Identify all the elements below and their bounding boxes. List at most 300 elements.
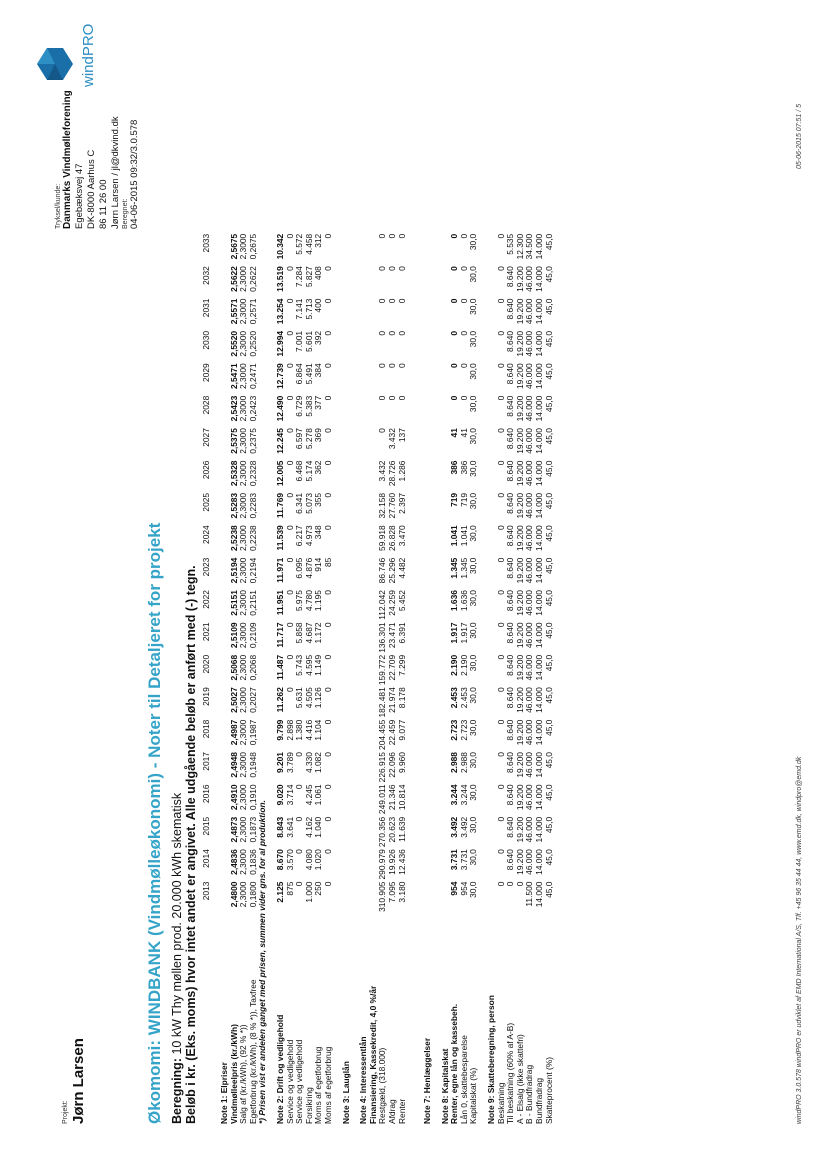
value-cell: 0 bbox=[377, 363, 388, 369]
value-cell: 6.217 bbox=[294, 525, 305, 547]
value-cell: 5.535 bbox=[505, 233, 516, 255]
value-cell: 7.095 bbox=[386, 881, 397, 903]
value-cell: 46.000 bbox=[524, 752, 535, 778]
value-cell: 392 bbox=[313, 330, 324, 345]
value-cell: 0,2068 bbox=[247, 654, 258, 681]
value-cell: 9.799 bbox=[274, 719, 285, 741]
value-cell: 4.162 bbox=[303, 816, 314, 838]
value-cell: 19.200 bbox=[514, 525, 525, 551]
value-cell: 14.000 bbox=[534, 330, 545, 357]
value-cell: 2,3000 bbox=[238, 622, 249, 649]
value-cell: 2.453 bbox=[458, 687, 469, 709]
value-cell: 0 bbox=[495, 590, 506, 595]
value-cell: 3.570 bbox=[284, 849, 295, 871]
amount-note: Beløb i kr. (Eks. moms) hvor intet andet er angivet. Alle udgående beløb er anført med (-) tegn. bbox=[184, 565, 198, 1124]
value-cell: 8.640 bbox=[505, 395, 516, 417]
value-cell: 0 bbox=[458, 233, 469, 239]
table-row bbox=[415, 234, 423, 1124]
value-cell: 0 bbox=[495, 428, 506, 433]
value-cell: 0 bbox=[505, 881, 516, 887]
value-cell: 14.000 bbox=[534, 525, 545, 551]
value-cell: 2,3000 bbox=[238, 752, 249, 778]
value-cell: 1.000 bbox=[303, 881, 314, 903]
value-cell: 0 bbox=[294, 849, 305, 854]
value-cell: 46.000 bbox=[524, 784, 535, 811]
value-cell: 2,5520 bbox=[228, 330, 239, 357]
value-cell: 2,3000 bbox=[238, 654, 249, 681]
client-line: Danmarks Vindmølleforening bbox=[62, 90, 73, 229]
client-line: Egebæksvej 47 bbox=[74, 163, 85, 229]
value-cell: 30,0 bbox=[468, 881, 479, 898]
value-cell: 137 bbox=[396, 428, 407, 443]
value-cell: 10.342 bbox=[274, 233, 285, 260]
value-cell: 0,2109 bbox=[247, 622, 258, 649]
row-label: Renter, egne lån og kassebeh. bbox=[449, 1003, 460, 1124]
row-label: Renter bbox=[396, 1098, 407, 1124]
value-cell: 4.416 bbox=[303, 719, 314, 741]
value-cell: 0 bbox=[284, 298, 295, 304]
value-cell: 19.200 bbox=[514, 298, 525, 325]
value-cell: 0 bbox=[322, 525, 333, 530]
row-label: Egetforbrug (kr./kWh), (8 % *)), Taxfree bbox=[247, 979, 258, 1124]
value-cell: 45,0 bbox=[543, 719, 554, 736]
value-cell: 19.200 bbox=[514, 492, 525, 519]
value-cell: 11.951 bbox=[274, 590, 285, 616]
value-cell: 7.284 bbox=[294, 266, 305, 288]
value-cell: 45,0 bbox=[543, 395, 554, 413]
value-cell: 0 bbox=[495, 784, 506, 790]
client-address bbox=[62, 90, 122, 229]
value-cell: 875 bbox=[284, 881, 295, 896]
value-cell: 2,5194 bbox=[228, 557, 239, 584]
year-header-cell: 2013 bbox=[201, 881, 211, 901]
value-cell: 45,0 bbox=[543, 492, 554, 510]
value-cell: 0 bbox=[322, 687, 333, 692]
value-cell: 0 bbox=[396, 395, 407, 401]
value-cell: 9.020 bbox=[274, 784, 285, 806]
value-cell: 22.459 bbox=[386, 719, 397, 746]
value-cell: 14.000 bbox=[534, 849, 545, 875]
value-cell: 0 bbox=[284, 492, 295, 498]
value-cell: 2,3000 bbox=[238, 428, 249, 454]
value-cell: 30,0 bbox=[468, 752, 479, 769]
value-cell: 0 bbox=[284, 395, 295, 401]
value-cell: 2,3000 bbox=[238, 492, 249, 519]
value-cell: 4.876 bbox=[303, 557, 314, 579]
value-cell: 8.640 bbox=[505, 525, 516, 547]
value-cell: 0 bbox=[386, 330, 397, 336]
value-cell: 27.760 bbox=[386, 492, 397, 519]
value-cell: 0,2520 bbox=[247, 330, 258, 357]
value-cell: 8.640 bbox=[505, 492, 516, 514]
client-label: Tryksel/kunde: bbox=[55, 183, 62, 229]
year-header-cell: 2017 bbox=[201, 752, 211, 771]
value-cell: 0,1800 bbox=[247, 881, 258, 908]
project-name: Jørn Larsen bbox=[70, 1038, 87, 1124]
year-header-cell: 2021 bbox=[201, 622, 211, 642]
value-cell: 0 bbox=[322, 428, 333, 433]
row-label: B - Bundfradrag bbox=[524, 1064, 535, 1124]
value-cell: 3.731 bbox=[458, 849, 469, 871]
row-label: Moms af egetforbrug bbox=[322, 1046, 333, 1124]
value-cell: 26.828 bbox=[386, 525, 397, 551]
value-cell: 6.468 bbox=[294, 460, 305, 482]
value-cell: 46.000 bbox=[524, 557, 535, 584]
value-cell: 22.096 bbox=[386, 752, 397, 778]
value-cell: 2,4836 bbox=[228, 849, 239, 875]
value-cell: 0 bbox=[377, 428, 388, 433]
value-cell: 0 bbox=[322, 881, 333, 887]
value-cell: 45,0 bbox=[543, 266, 554, 283]
value-cell: 0 bbox=[449, 363, 460, 369]
value-cell: 14.000 bbox=[534, 363, 545, 389]
value-cell: 2,5068 bbox=[228, 654, 239, 681]
row-label: Moms af egetforbrug bbox=[313, 1046, 324, 1124]
value-cell: 914 bbox=[313, 557, 324, 572]
value-cell: 14.000 bbox=[534, 881, 545, 908]
value-cell: 2.988 bbox=[458, 752, 469, 774]
row-label: Service og vedligehold bbox=[284, 1039, 295, 1124]
value-cell: 2,5471 bbox=[228, 363, 239, 389]
year-header-cell: 2025 bbox=[201, 492, 211, 512]
value-cell: 45,0 bbox=[543, 752, 554, 769]
value-cell: 86.746 bbox=[377, 557, 388, 584]
value-cell: 5.858 bbox=[294, 622, 305, 644]
value-cell: 0 bbox=[322, 654, 333, 660]
value-cell: 369 bbox=[313, 428, 324, 443]
value-cell: 8.640 bbox=[505, 330, 516, 352]
value-cell: 12.436 bbox=[396, 849, 407, 875]
value-cell: 4.458 bbox=[303, 233, 314, 255]
value-cell: 46.000 bbox=[524, 460, 535, 487]
year-header-cell: 2026 bbox=[201, 460, 211, 480]
value-cell: 45,0 bbox=[543, 460, 554, 477]
value-cell: 2.453 bbox=[449, 687, 460, 709]
value-cell: 9.201 bbox=[274, 752, 285, 774]
value-cell: 0 bbox=[386, 395, 397, 401]
value-cell: 1.061 bbox=[313, 784, 324, 806]
value-cell: 24.259 bbox=[386, 590, 397, 616]
row-label: Skatteprocent (%) bbox=[543, 1056, 554, 1124]
value-cell: 5.452 bbox=[396, 590, 407, 612]
value-cell: 8.640 bbox=[505, 363, 516, 385]
table-row bbox=[479, 234, 487, 1124]
value-cell: 2,3000 bbox=[238, 719, 249, 746]
table-row bbox=[398, 234, 408, 1124]
value-cell: 0 bbox=[322, 622, 333, 628]
value-cell: 45,0 bbox=[543, 622, 554, 639]
value-cell: 0 bbox=[495, 266, 506, 271]
value-cell: 1.345 bbox=[458, 557, 469, 579]
row-label: Forsikring bbox=[303, 1087, 314, 1124]
table-row bbox=[342, 234, 352, 1124]
calc-label: Beregnet: bbox=[122, 198, 129, 229]
value-cell: 0 bbox=[396, 363, 407, 369]
value-cell: 3.492 bbox=[458, 816, 469, 838]
value-cell: 19.200 bbox=[514, 363, 525, 389]
value-cell: 12.300 bbox=[514, 233, 525, 260]
value-cell: 0 bbox=[322, 460, 333, 466]
value-cell: 2,5328 bbox=[228, 460, 239, 487]
row-label: Note 7: Henlæggelser bbox=[422, 1037, 433, 1124]
value-cell: 46.000 bbox=[524, 654, 535, 681]
row-label: Vindmølleelpris (kr./kWh) bbox=[228, 1024, 239, 1124]
value-cell: 14.000 bbox=[534, 266, 545, 292]
value-cell: 4.245 bbox=[303, 784, 314, 806]
footer-left: windPRO 3.0.578 windPRO er udviklet af EMD International A/S, Tlf. +45 96 35 44 44, www.emd.dk, windpro@emd.dk bbox=[796, 756, 803, 1124]
value-cell: 0 bbox=[458, 298, 469, 304]
value-cell: 45,0 bbox=[543, 881, 554, 898]
value-cell: 32.158 bbox=[377, 492, 388, 519]
value-cell: 0 bbox=[386, 266, 397, 271]
value-cell: 5.491 bbox=[303, 363, 314, 385]
value-cell: 386 bbox=[458, 460, 469, 475]
value-cell: 8.640 bbox=[505, 654, 516, 676]
value-cell: 14.000 bbox=[534, 298, 545, 325]
value-cell: 3.714 bbox=[284, 784, 295, 806]
row-label: Note 4: Interessentlån bbox=[358, 1036, 369, 1124]
value-cell: 3.492 bbox=[449, 816, 460, 838]
value-cell: 11.487 bbox=[274, 654, 285, 681]
value-cell: 14.000 bbox=[534, 654, 545, 681]
value-cell: 5.174 bbox=[303, 460, 314, 482]
footer-right: 05-06-2015 07:51 / 5 bbox=[796, 104, 803, 169]
value-cell: 13.519 bbox=[274, 266, 285, 292]
value-cell: 270.356 bbox=[377, 816, 388, 848]
year-header-cell: 2032 bbox=[201, 266, 211, 285]
row-label: Bundfradrag bbox=[534, 1077, 545, 1124]
value-cell: 2,3000 bbox=[238, 881, 249, 908]
value-cell: 19.200 bbox=[514, 784, 525, 811]
value-cell: 0 bbox=[284, 233, 295, 239]
table-row bbox=[258, 234, 268, 1124]
value-cell: 46.000 bbox=[524, 849, 535, 875]
value-cell: 0 bbox=[495, 395, 506, 401]
value-cell: 2,5238 bbox=[228, 525, 239, 551]
value-cell: 0,2283 bbox=[247, 492, 258, 519]
value-cell: 0 bbox=[377, 330, 388, 336]
value-cell: 5.572 bbox=[294, 233, 305, 255]
value-cell: 0 bbox=[322, 233, 333, 239]
value-cell: 46.000 bbox=[524, 266, 535, 292]
value-cell: 2,3000 bbox=[238, 525, 249, 551]
value-cell: 0,2471 bbox=[247, 363, 258, 389]
value-cell: 30,0 bbox=[468, 622, 479, 639]
value-cell: 19.200 bbox=[514, 266, 525, 292]
year-header-cell: 2027 bbox=[201, 428, 211, 447]
value-cell: 0 bbox=[495, 849, 506, 854]
value-cell: 2,4910 bbox=[228, 784, 239, 811]
value-cell: 46.000 bbox=[524, 719, 535, 746]
value-cell: 2,5375 bbox=[228, 428, 239, 454]
value-cell: 2,4873 bbox=[228, 816, 239, 843]
value-cell: 4.330 bbox=[303, 752, 314, 774]
value-cell: 30,0 bbox=[468, 654, 479, 672]
value-cell: 0 bbox=[322, 849, 333, 854]
table-row bbox=[433, 234, 441, 1124]
table-row bbox=[423, 234, 433, 1124]
row-label: A - Elsalg (ikke skattefri) bbox=[514, 1034, 525, 1124]
value-cell: 19.200 bbox=[514, 590, 525, 616]
value-cell: 290.979 bbox=[377, 849, 388, 880]
value-cell: 0,2571 bbox=[247, 298, 258, 325]
value-cell: 12.005 bbox=[274, 460, 285, 487]
value-cell: 0 bbox=[495, 492, 506, 498]
value-cell: 0 bbox=[495, 363, 506, 369]
value-cell: 19.200 bbox=[514, 330, 525, 357]
value-cell: 2.190 bbox=[458, 654, 469, 676]
value-cell: 30,0 bbox=[468, 428, 479, 445]
value-cell: 11.769 bbox=[274, 492, 285, 519]
value-cell: 954 bbox=[449, 881, 460, 896]
value-cell: 2,5622 bbox=[228, 266, 239, 292]
value-cell: 14.000 bbox=[534, 622, 545, 649]
year-header bbox=[202, 234, 212, 1124]
value-cell: 11.971 bbox=[274, 557, 285, 583]
value-cell: 19.200 bbox=[514, 460, 525, 487]
value-cell: 19.200 bbox=[514, 719, 525, 746]
notes-table bbox=[220, 234, 554, 1124]
windpro-logo-text: windPRO bbox=[80, 23, 97, 87]
value-cell: 30,0 bbox=[468, 460, 479, 477]
value-cell: 2.898 bbox=[284, 719, 295, 741]
value-cell: 1.126 bbox=[313, 687, 324, 709]
value-cell: 8.640 bbox=[505, 266, 516, 288]
value-cell: 45,0 bbox=[543, 590, 554, 607]
value-cell: 8.640 bbox=[505, 590, 516, 612]
value-cell: 30,0 bbox=[468, 849, 479, 866]
value-cell: 0 bbox=[495, 557, 506, 563]
value-cell: 1.104 bbox=[313, 719, 324, 741]
value-cell: 8.640 bbox=[505, 719, 516, 741]
value-cell: 0 bbox=[396, 330, 407, 336]
value-cell: 0 bbox=[322, 492, 333, 498]
value-cell: 11.639 bbox=[396, 816, 407, 842]
value-cell: 5.713 bbox=[303, 298, 314, 320]
value-cell: 45,0 bbox=[543, 298, 554, 315]
value-cell: 46.000 bbox=[524, 395, 535, 422]
value-cell: 46.000 bbox=[524, 298, 535, 325]
value-cell: 9.960 bbox=[396, 752, 407, 774]
value-cell: 0,2622 bbox=[247, 266, 258, 292]
row-label: Lån 0, skattebesparelse bbox=[458, 1035, 469, 1124]
value-cell: 46.000 bbox=[524, 590, 535, 616]
value-cell: 10.814 bbox=[396, 784, 407, 811]
value-cell: 1.917 bbox=[458, 622, 469, 644]
value-cell: 0 bbox=[449, 298, 460, 304]
value-cell: 30,0 bbox=[468, 784, 479, 801]
value-cell: 2,5675 bbox=[228, 233, 239, 260]
table-row bbox=[334, 234, 342, 1124]
value-cell: 0 bbox=[284, 622, 295, 628]
value-cell: 2,4987 bbox=[228, 719, 239, 746]
value-cell: 0 bbox=[322, 816, 333, 822]
value-cell: 0 bbox=[284, 330, 295, 336]
value-cell: 21.974 bbox=[386, 687, 397, 713]
value-cell: 0 bbox=[495, 816, 506, 822]
value-cell: 3.180 bbox=[396, 881, 407, 903]
row-label: Service og vedligehold bbox=[294, 1039, 305, 1124]
value-cell: 0 bbox=[322, 298, 333, 304]
value-cell: 8.640 bbox=[505, 752, 516, 774]
value-cell: 0 bbox=[495, 233, 506, 239]
value-cell: 0 bbox=[294, 752, 305, 757]
value-cell: 14.000 bbox=[534, 460, 545, 487]
value-cell: 4.973 bbox=[303, 525, 314, 547]
value-cell: 0 bbox=[377, 266, 388, 271]
value-cell: 2,3000 bbox=[238, 784, 249, 811]
value-cell: 59.918 bbox=[377, 525, 388, 551]
value-cell: 2,3000 bbox=[238, 298, 249, 325]
value-cell: 0 bbox=[495, 752, 506, 757]
table-row bbox=[469, 234, 479, 1124]
value-cell: 0 bbox=[284, 557, 295, 563]
value-cell: 0,1948 bbox=[247, 752, 258, 778]
value-cell: 11.717 bbox=[274, 622, 285, 648]
calc-value: 04-06-2015 09:32/3.0.578 bbox=[129, 119, 140, 229]
value-cell: 7.299 bbox=[396, 654, 407, 676]
value-cell: 0 bbox=[495, 719, 506, 725]
value-cell: 2,4948 bbox=[228, 752, 239, 778]
value-cell: 0 bbox=[449, 233, 460, 239]
value-cell: 3.470 bbox=[396, 525, 407, 547]
value-cell: 11.500 bbox=[524, 881, 535, 907]
value-cell: 6.341 bbox=[294, 492, 305, 514]
value-cell: 45,0 bbox=[543, 784, 554, 801]
value-cell: 0 bbox=[322, 266, 333, 271]
value-cell: 12.994 bbox=[274, 330, 285, 357]
row-label: Beskatning bbox=[495, 1082, 506, 1124]
value-cell: 2,3000 bbox=[238, 460, 249, 487]
value-cell: 19.200 bbox=[514, 849, 525, 875]
value-cell: 46.000 bbox=[524, 363, 535, 389]
table-row bbox=[324, 234, 334, 1124]
value-cell: 41 bbox=[449, 428, 460, 438]
value-cell: 0 bbox=[322, 395, 333, 401]
row-label: *) Prisen vist er andelen ganget med prisen, summen vider gns. for al produktion. bbox=[257, 800, 268, 1124]
value-cell: 45,0 bbox=[543, 233, 554, 251]
value-cell: 377 bbox=[313, 395, 324, 410]
value-cell: 5.743 bbox=[294, 654, 305, 676]
value-cell: 310.905 bbox=[377, 881, 388, 912]
value-cell: 0 bbox=[294, 881, 305, 887]
year-header-cell: 2016 bbox=[201, 784, 211, 804]
value-cell: 386 bbox=[449, 460, 460, 475]
value-cell: 45,0 bbox=[543, 849, 554, 866]
value-cell: 3.731 bbox=[449, 849, 460, 871]
value-cell: 2,3000 bbox=[238, 395, 249, 422]
value-cell: 0 bbox=[377, 233, 388, 239]
value-cell: 6.729 bbox=[294, 395, 305, 417]
value-cell: 0 bbox=[322, 330, 333, 336]
value-cell: 2,3000 bbox=[238, 330, 249, 357]
value-cell: 2.723 bbox=[458, 719, 469, 741]
value-cell: 5.631 bbox=[294, 687, 305, 709]
value-cell: 3.432 bbox=[377, 460, 388, 482]
value-cell: 0 bbox=[284, 687, 295, 692]
value-cell: 45,0 bbox=[543, 687, 554, 704]
value-cell: 1.345 bbox=[449, 557, 460, 579]
subtitle-text: 10 kW Thy møllen prod. 20.000 kWh skematisk bbox=[170, 792, 184, 1059]
row-label: Restgæld, (318.000) bbox=[377, 1047, 388, 1124]
value-cell: 1.917 bbox=[449, 622, 460, 644]
value-cell: 2,5571 bbox=[228, 298, 239, 325]
row-label: Kapitalskat (%) bbox=[468, 1067, 479, 1124]
value-cell: 6.597 bbox=[294, 428, 305, 450]
value-cell: 0,2194 bbox=[247, 557, 258, 584]
value-cell: 30,0 bbox=[468, 525, 479, 542]
value-cell: 0 bbox=[284, 525, 295, 530]
